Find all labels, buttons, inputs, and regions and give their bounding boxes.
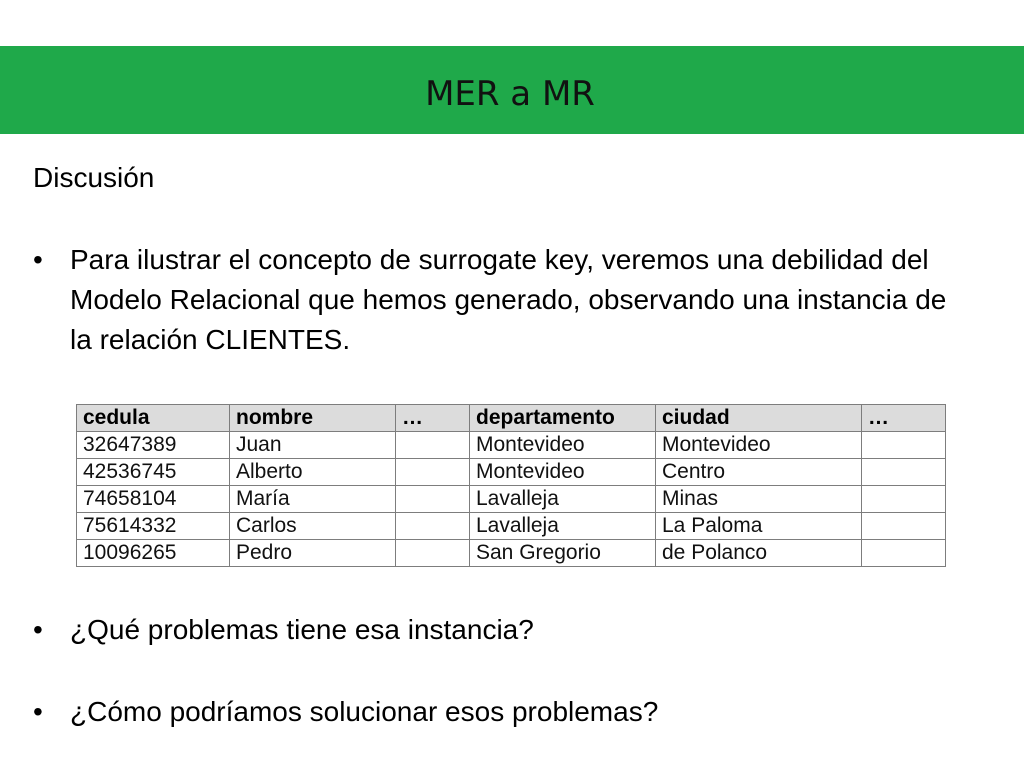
cell-ellipsis [396,540,470,567]
column-header-ellipsis: … [396,405,470,432]
slide-title: MER a MR [425,74,595,114]
bullet-text: Para ilustrar el concepto de surrogate key, veremos una debilidad del Modelo Relacional que hemos generado, observando una instancia de la relación CLIENTES. [70,244,947,355]
cell-ellipsis [862,459,946,486]
cell-cedula: 74658104 [77,486,230,513]
cell-cedula: 42536745 [77,459,230,486]
cell-ellipsis [396,486,470,513]
table-row [77,432,946,459]
cell-departamento: Montevideo [470,432,656,459]
clientes-table [76,404,946,567]
cell-ciudad: La Paloma [656,513,862,540]
cell-departamento: Lavalleja [470,513,656,540]
cell-nombre: Pedro [230,540,396,567]
cell-ellipsis [862,513,946,540]
section-heading: Discusión [33,162,155,193]
table-row [77,459,946,486]
cell-cedula: 10096265 [77,540,230,567]
cell-ciudad: Montevideo [656,432,862,459]
cell-nombre: Carlos [230,513,396,540]
table-row [77,540,946,567]
cell-ellipsis [396,459,470,486]
cell-departamento: Lavalleja [470,486,656,513]
table-header-row [77,405,946,432]
table-row [77,486,946,513]
bullet-dot: • [33,696,43,727]
cell-departamento: Montevideo [470,459,656,486]
bullet-item [33,240,973,360]
bullet-text: ¿Cómo podríamos solucionar esos problemas? [70,696,659,727]
column-header-departamento: departamento [470,405,656,432]
clientes-table-wrapper [76,404,946,567]
cell-departamento: San Gregorio [470,540,656,567]
cell-cedula: 75614332 [77,513,230,540]
cell-cedula: 32647389 [77,432,230,459]
cell-ciudad: Minas [656,486,862,513]
cell-ellipsis [862,540,946,567]
cell-nombre: María [230,486,396,513]
cell-ciudad: Centro [656,459,862,486]
table-row [77,513,946,540]
cell-ellipsis [862,432,946,459]
bullet-dot: • [33,244,43,275]
cell-ellipsis [862,486,946,513]
column-header-ciudad: ciudad [656,405,862,432]
bullet-dot: • [33,614,43,645]
cell-ellipsis [396,432,470,459]
cell-ellipsis [396,513,470,540]
bullet-item [33,692,973,732]
cell-nombre: Alberto [230,459,396,486]
cell-ciudad: de Polanco [656,540,862,567]
column-header-ellipsis: … [862,405,946,432]
bullet-text: ¿Qué problemas tiene esa instancia? [70,614,534,645]
column-header-cedula: cedula [77,405,230,432]
title-bar [0,46,1024,134]
bullet-item [33,610,973,650]
cell-nombre: Juan [230,432,396,459]
column-header-nombre: nombre [230,405,396,432]
